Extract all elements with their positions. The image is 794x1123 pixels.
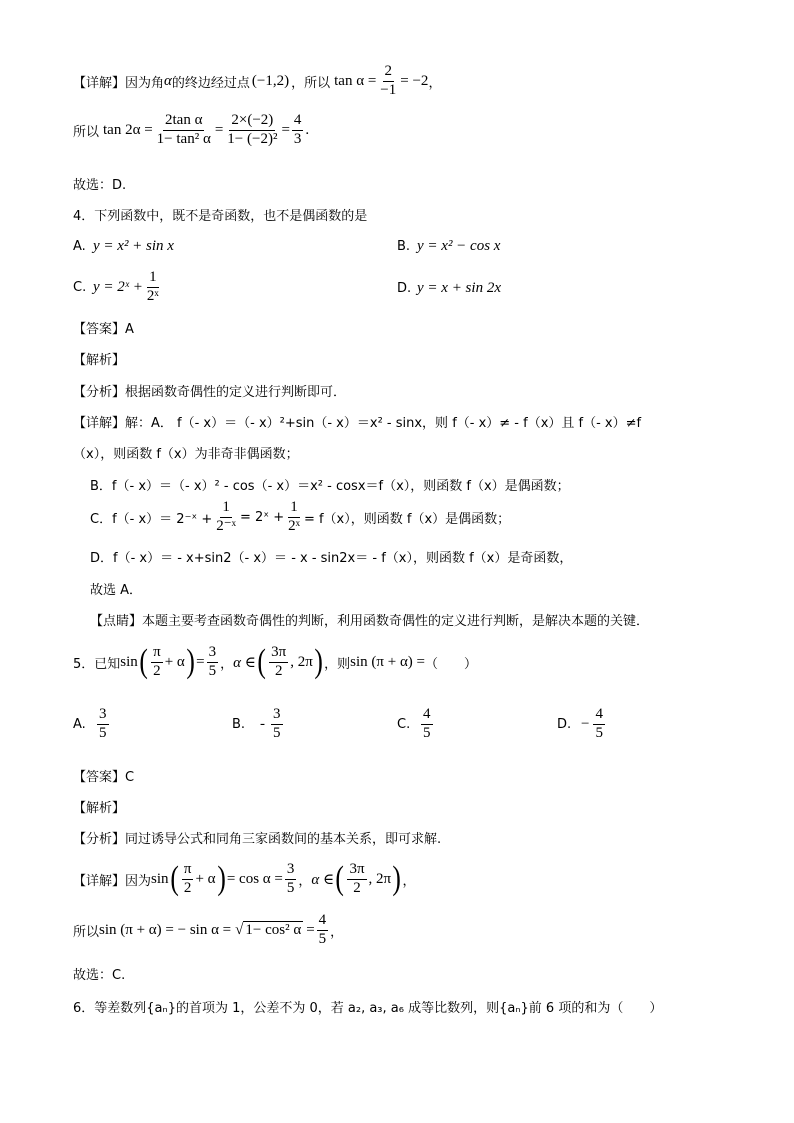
choice-line: 故选：D.: [73, 178, 127, 193]
fraction: $\frac{1}{\text{2⁻ˣ}}$: [216, 499, 236, 534]
question-5-stem: 5．已知 sin ( $\frac{\pi}{2}$ + α ) = $\frac{3}{5}$ ， α ∈ ( $\frac{3\pi}{2}$ , 2π ) ，则 sin (π + α) = （ ）: [73, 643, 478, 681]
q5-analysis: 【解析】: [73, 801, 126, 816]
fraction: $\frac{\text{2tan α}}{\text{1− tan² α}}$: [156, 112, 211, 147]
q5-option-b: B. - $\frac{3}{5}$: [232, 706, 281, 741]
fraction: $\frac{3\pi}{2}$: [271, 644, 287, 679]
fraction: $\frac{2}{-1}$: [380, 63, 397, 98]
q4-dianjing: 【点睛】本题主要考查函数奇偶性的判断，利用函数奇偶性的定义进行判断，是解决本题的关键．: [90, 614, 650, 629]
question-4-stem: 4．下列函数中，既不是奇函数，也不是偶函数的是: [73, 209, 368, 224]
q5-option-d: D. − $\frac{4}{5}$: [557, 706, 603, 741]
fraction: $\frac{3\pi}{2}$: [349, 861, 365, 896]
detail-line-tan: 【详解】 因为角 α 的终边经过点 (−1,2) ，所以 tan α = $\frac{2}{-1}$ = −2 ，: [73, 63, 442, 98]
fraction: $\frac{3}{5}$: [286, 861, 295, 896]
q5-choice: 故选：C.: [73, 968, 126, 983]
q5-detail-2: 所以 sin (π + α) = − sin α = √ 1− cos² α = $\frac{4}{5}$ ，: [73, 912, 344, 947]
detail-line-tan2a: 所以 tan 2α = $\frac{\text{2tan α}}{\text{1− tan² α}}$ = $\frac{2\times(-2)}{\text{1− (−2)²}}$ = $\frac{4}{3}$ .: [73, 112, 310, 147]
q4-answer: 【答案】A: [73, 322, 134, 337]
fraction: $\frac{1}{\text{2ˣ}}$: [146, 269, 159, 304]
q4-option-a: A. y = x² + sin x: [73, 238, 174, 254]
q4-detail-b: B．f（- x）＝（- x）² - cos（- x）＝x² - cosx＝f（x），则函数 f（x）是偶函数；: [90, 479, 570, 494]
q5-detail-1: 【详解】因为 sin ( $\frac{\pi}{2}$ + α ) = cos α = $\frac{3}{5}$ ， α ∈ ( $\frac{3\pi}{2}$ , 2π ) ，: [73, 860, 416, 898]
question-6-stem: 6．等差数列{aₙ}的首项为 1，公差不为 0，若 a₂, a₃, a₆ 成等比数列，则{aₙ}前 6 项的和为（ ）: [73, 1001, 663, 1016]
fraction: $\frac{\pi}{2}$: [153, 644, 161, 679]
fraction: $\frac{4}{5}$: [595, 706, 603, 741]
fraction: $\frac{3}{5}$: [208, 644, 217, 679]
q5-fenxi: 【分析】同过诱导公式和同角三家函数间的基本关系，即可求解.: [73, 832, 442, 847]
fraction: $\frac{4}{5}$: [423, 706, 431, 741]
q4-detail-2: （x），则函数 f（x）为非奇非偶函数；: [73, 447, 299, 462]
q4-analysis: 【解析】: [73, 353, 126, 368]
fraction: $\frac{1}{\text{2ˣ}}$: [288, 499, 300, 534]
q4-choice: 故选 A．: [90, 583, 143, 598]
fraction: $\frac{\pi}{2}$: [183, 861, 192, 896]
q4-option-c: C. y = 2ˣ + $\frac{1}{\text{2ˣ}}$: [73, 269, 159, 304]
q4-option-b: B. y = x² − cos x: [397, 238, 501, 254]
fraction: $\frac{3}{5}$: [273, 706, 281, 741]
fraction: $\frac{4}{5}$: [318, 912, 327, 947]
q4-fenxi: 【分析】根据函数奇偶性的定义进行判断即可．: [73, 385, 347, 400]
q5-option-c: C. $\frac{4}{5}$: [397, 706, 431, 741]
q4-detail-1: 【详解】解：A． f（- x）＝（- x）²+sin（- x）＝x² - sinx，则 f（- x）≠ - f（x）且 f（- x）≠f: [73, 416, 642, 431]
fraction: $\frac{3}{5}$: [99, 706, 107, 741]
q5-answer: 【答案】C: [73, 770, 135, 785]
q4-detail-d: D．f（- x）＝ - x+sin2（- x）＝ - x - sin2x＝ - f（x），则函数 f（x）是奇函数，: [90, 551, 573, 566]
q4-detail-c: C．f（- x）＝ 2⁻ˣ + $\frac{1}{\text{2⁻ˣ}}$ = 2ˣ + $\frac{1}{\text{2ˣ}}$ = f（x），则函数 f（x）是偶函数；: [90, 499, 511, 534]
fraction: $\frac{4}{3}$: [293, 112, 302, 147]
detail-tag: 【详解】: [73, 75, 126, 91]
fraction: $\frac{2\times(-2)}{\text{1− (−2)²}}$: [227, 112, 278, 147]
q5-option-a: A. $\frac{3}{5}$: [73, 706, 107, 741]
q4-option-d: D. y = x + sin 2x: [397, 280, 501, 296]
